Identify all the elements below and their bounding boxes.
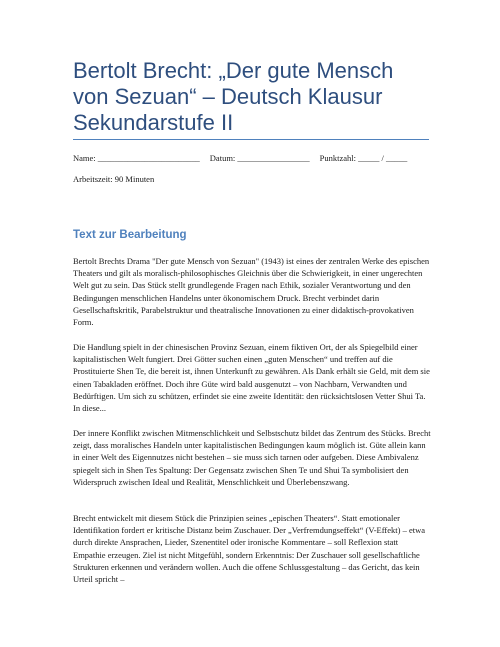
- date-field: Datum: _________________: [209, 153, 310, 163]
- points-field: Punktzahl: _____ / _____: [319, 153, 408, 163]
- title-underline: [73, 139, 429, 140]
- header-fields: [73, 153, 407, 164]
- paragraph: Der innere Konflikt zwischen Mitmenschlichkeit und Selbstschutz bildet das Zentrum des Stücks. Brecht zeigt, dass moralisches Handeln unter kapitalistischen Bedingungen kaum möglich ist. Güte allein kann in einer Welt des Eigennutzes nicht bestehen – sie muss sich tarnen oder aufgeben. Diese Ambivalenz spiegelt sich in Shen Tes Spaltung: Der Gegensatz zwischen Shen Te und Shui Ta symbolisiert den Widerspruch zwischen Ideal und Realität, Menschlichkeit und Überlebenszwang.: [73, 428, 431, 487]
- time-limit: Arbeitszeit: 90 Minuten: [73, 174, 155, 184]
- document-title: Bertolt Brecht: „Der gute Mensch von Sezuan“ – Deutsch Klausur Sekundarstufe II: [73, 58, 394, 135]
- section-heading: Text zur Bearbeitung: [73, 229, 187, 241]
- paragraph: Die Handlung spielt in der chinesischen Provinz Sezuan, einem fiktiven Ort, der als Spiegelbild einer kapitalistischen Welt fungiert. Drei Götter suchen einen „guten Menschen“ und treffen auf die Prostituierte Shen Te, die bereit ist, ihnen Unterkunft zu gewähren. Als Dank erhält sie Geld, mit dem sie einen Tabakladen eröffnet. Doch ihre Güte wird bald ausgenutzt – von Nachbarn, Verwandten und Bedürftigen. Um sich zu schützen, erfindet sie eine zweite Identität: den rücksichtslosen Vetter Shui Ta. In diese...: [73, 342, 430, 414]
- paragraph: Bertolt Brechts Drama "Der gute Mensch von Sezuan" (1943) ist eines der zentralen Werke des epischen Theaters und gilt als moralisch-philosophisches Gleichnis über die Schwierigkeit, in einer ungerechten Welt gut zu sein. Das Stück stellt grundlegende Fragen nach Ethik, sozialer Verantwortung und den Bedingungen menschlichen Handelns unter ökonomischem Druck. Brecht verbindet darin Gesellschaftskritik, Parabelstruktur und theatralische Innovationen zu einer didaktisch-provokativen Form.: [73, 256, 430, 328]
- paragraph: Brecht entwickelt mit diesem Stück die Prinzipien seines „epischen Theaters“. Statt emotionaler Identifikation fordert er kritische Distanz beim Zuschauer. Der „Verfremdungseffekt“ (V-Effekt) – etwa durch direkte Ansprachen, Lieder, Szenentitel oder ironische Kommentare – soll Reflexion statt Empathie erzeugen. Ziel ist nicht Mitgefühl, sondern Erkenntnis: Der Zuschauer soll gesellschaftliche Strukturen erkennen und verändern wollen. Auch die offene Schlussgestaltung – das Gericht, das kein Urteil spricht –: [73, 513, 425, 585]
- name-field: Name: ________________________: [73, 153, 200, 163]
